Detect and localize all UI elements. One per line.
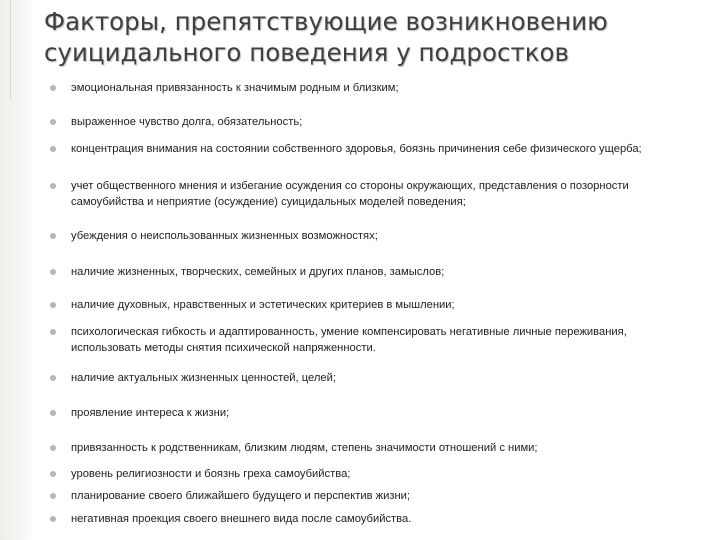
bullet-text: наличие жизненных, творческих, семейных и других планов, замыслов; xyxy=(71,266,445,278)
bullet-text: проявление интереса к жизни; xyxy=(71,407,230,419)
bullet-dot-icon xyxy=(50,85,56,91)
bullet-text: уровень религиозности и боязнь греха самоубийства; xyxy=(71,468,351,480)
slide-title: Факторы, препятствующие возникновению суицидального поведения у подростков xyxy=(44,7,608,67)
bullet-dot-icon xyxy=(50,302,56,308)
bullet-text: наличие духовных, нравственных и эстетических критериев в мышлении; xyxy=(71,299,455,311)
decorative-line xyxy=(10,0,11,100)
bullet-dot-icon xyxy=(50,329,56,335)
slide-edge-decoration xyxy=(0,0,34,540)
bullet-text: концентрация внимания на состоянии собственного здоровья, боязнь причинения себе физического ущерба; xyxy=(71,143,642,155)
bullet-text: выраженное чувство долга, обязательность; xyxy=(71,116,303,128)
bullet-text: привязанность к родственникам, близким людям, степень значимости отношений с ними; xyxy=(71,442,538,454)
bullet-dot-icon xyxy=(50,445,56,451)
bullet-text: негативная проекция своего внешнего вида после самоубийства. xyxy=(71,513,412,525)
bullet-text: эмоциональная привязанность к значимым родным и близким; xyxy=(71,82,399,94)
bullet-dot-icon xyxy=(50,471,56,477)
bullet-dot-icon xyxy=(50,493,56,499)
bullet-text: убеждения о неиспользованных жизненных возможностях; xyxy=(71,230,378,242)
bullet-dot-icon xyxy=(50,146,56,152)
bullet-dot-icon xyxy=(50,516,56,522)
bullet-dot-icon xyxy=(50,269,56,275)
bullet-dot-icon xyxy=(50,410,56,416)
bullet-dot-icon xyxy=(50,233,56,239)
bullet-dot-icon xyxy=(50,183,56,189)
bullet-dot-icon xyxy=(50,375,56,381)
bullet-text: учет общественного мнения и избегание осуждения со стороны окружающих, представления о позорности самоубийства и неприятие (осуждение) суицидальных моделей поведения; xyxy=(71,180,629,208)
bullet-text: планирование своего ближайшего будущего и перспектив жизни; xyxy=(71,490,411,502)
bullet-text: психологическая гибкость и адаптированность, умение компенсировать негативные личные переживания, использовать методы снятия психической напряженности. xyxy=(71,326,627,354)
bullet-text: наличие актуальных жизненных ценностей, целей; xyxy=(71,372,337,384)
bullet-dot-icon xyxy=(50,119,56,125)
